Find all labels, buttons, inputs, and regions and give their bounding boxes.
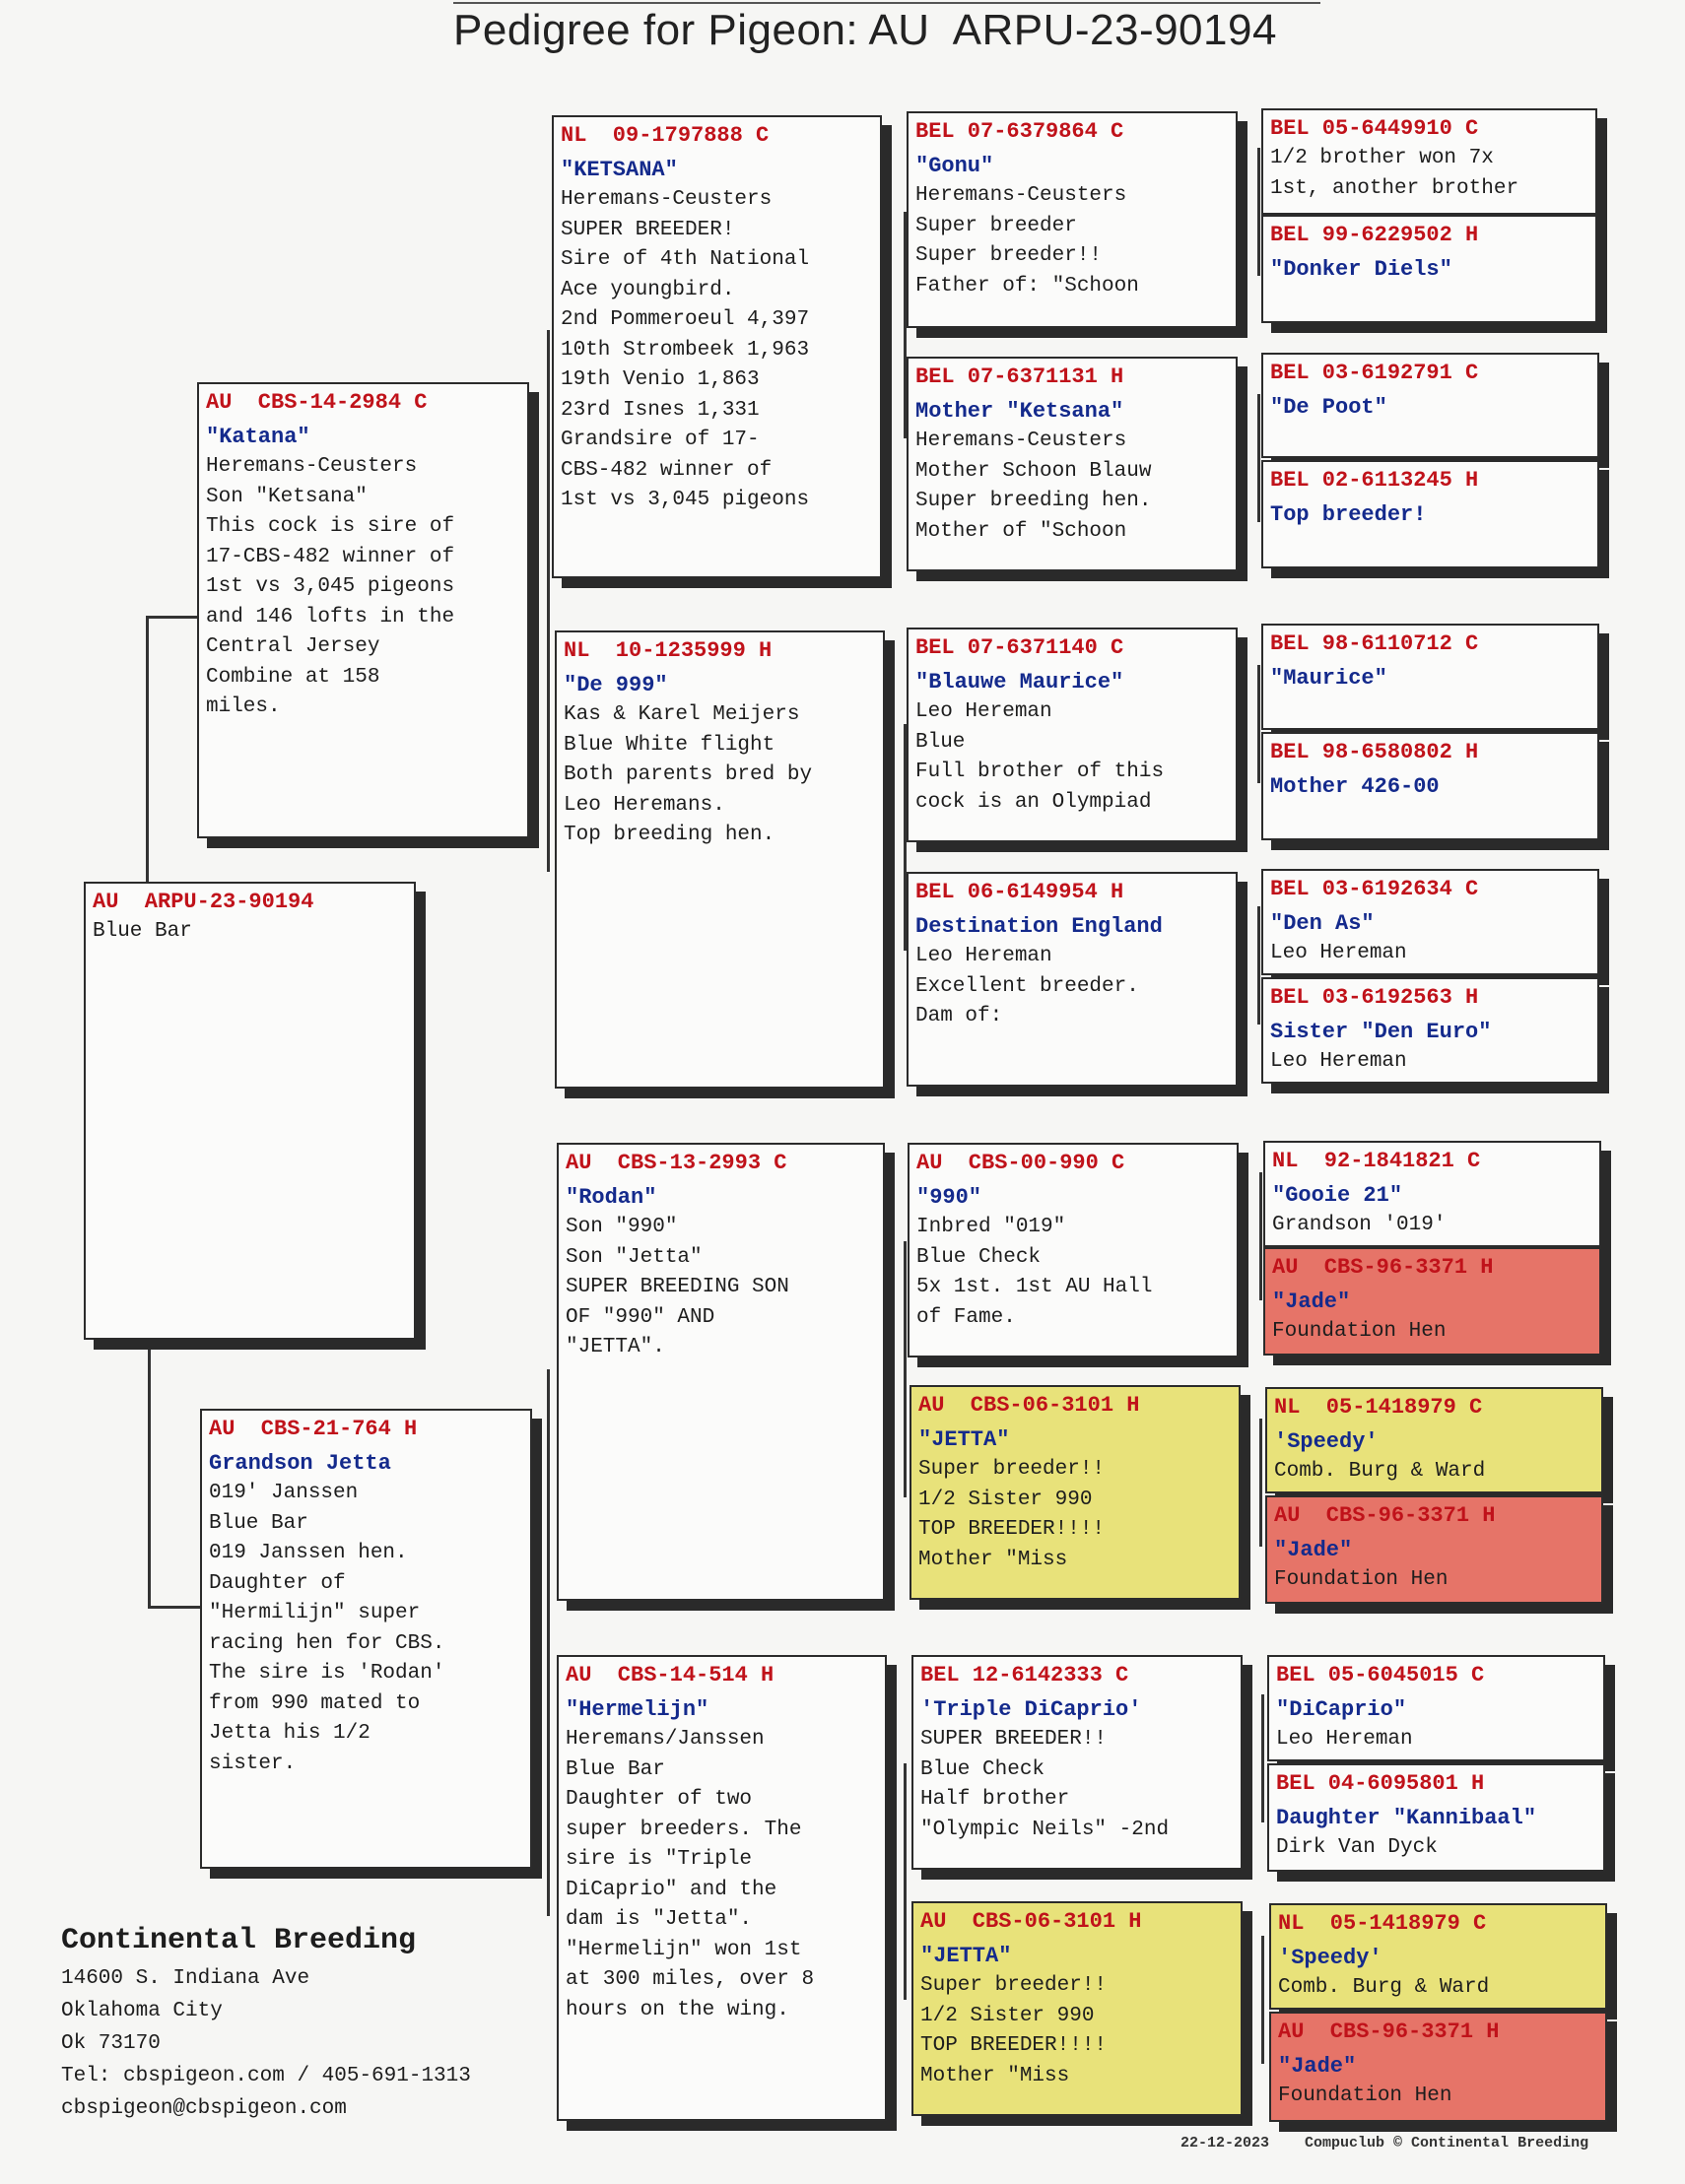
ancestor-card (1261, 624, 1599, 730)
bird-name: Grandson Jetta (209, 1451, 391, 1476)
bird-name: 'Triple DiCaprio' (920, 1697, 1142, 1722)
info-line: hours on the wing. (566, 1998, 789, 2021)
ancestor-card (1261, 108, 1597, 215)
ancestor-card (907, 357, 1238, 571)
bird-name: Sister "Den Euro" (1270, 1020, 1492, 1044)
info-line: Excellent breeder. (915, 974, 1139, 998)
ancestor-card (907, 628, 1238, 842)
address-line: Oklahoma City (61, 2000, 223, 2022)
info-line: Jetta his 1/2 (209, 1722, 371, 1745)
info-line: This cock is sire of (206, 515, 455, 538)
ancestor-card (1261, 977, 1599, 1084)
info-line: Blue Check (916, 1245, 1042, 1269)
info-line: Full brother of this (915, 761, 1165, 783)
info-line: Son "Jetta" (566, 1245, 703, 1269)
bird-name: 'Speedy' (1274, 1429, 1379, 1454)
ring-number: BEL 98-6580802 H (1270, 740, 1479, 764)
bird-name: "JETTA" (920, 1944, 1012, 1968)
ring-number: BEL 12-6142333 C (920, 1663, 1129, 1688)
info-line: Father of: "Schoon (915, 274, 1139, 298)
info-line: 10th Strombeek 1,963 (561, 338, 810, 362)
info-line: 1st, another brother (1270, 176, 1519, 200)
info-line: 019 Janssen hen. (209, 1542, 408, 1564)
info-line: Leo Hereman (1270, 942, 1407, 964)
info-line: Leo Hereman (1270, 1050, 1407, 1073)
info-line: Foundation Hen (1278, 2085, 1452, 2107)
info-line: dam is "Jetta". (566, 1908, 753, 1931)
info-line: Top breeding hen. (564, 824, 775, 846)
bird-name: "Gooie 21" (1272, 1183, 1403, 1208)
info-line: Leo Hereman (915, 700, 1052, 723)
info-line: cock is an Olympiad (915, 790, 1152, 814)
ring-number: BEL 03-6192791 C (1270, 361, 1479, 385)
info-line: Son "990" (566, 1216, 678, 1238)
ring-number: BEL 04-6095801 H (1276, 1771, 1485, 1796)
ring-number: AU ARPU-23-90194 (93, 890, 314, 914)
ring-number: AU CBS-21-764 H (209, 1417, 418, 1441)
info-line: Daughter of two (566, 1788, 753, 1811)
info-line: SUPER BREEDER! (561, 218, 735, 241)
connector-line (904, 1241, 907, 1497)
info-line: Daughter of (209, 1571, 346, 1595)
info-line: SUPER BREEDER!! (920, 1728, 1108, 1751)
info-line: "JETTA". (566, 1336, 665, 1358)
bird-name: "Donker Diels" (1270, 257, 1452, 282)
info-line: Comb. Burg & Ward (1278, 1976, 1490, 1999)
info-line: 17-CBS-482 winner of (206, 545, 455, 568)
info-line: Leo Heremans. (564, 793, 725, 817)
info-line: Combine at 158 (206, 665, 380, 689)
info-line: Blue Bar (566, 1757, 665, 1781)
info-line: Central Jersey (206, 635, 380, 658)
ancestor-card (908, 1143, 1239, 1357)
info-line: Super breeder!! (918, 1458, 1106, 1481)
info-line: SUPER BREEDING SON (566, 1276, 789, 1298)
ring-number: AU CBS-14-2984 C (206, 390, 428, 415)
info-line: of Fame. (916, 1305, 1016, 1329)
ring-number: NL 05-1418979 C (1278, 1911, 1487, 1936)
info-line: Leo Hereman (915, 945, 1052, 967)
ring-number: BEL 07-6371140 C (915, 635, 1124, 660)
contact-line: Tel: cbspigeon.com / 405-691-1313 (61, 2065, 471, 2087)
ring-number: BEL 07-6371131 H (915, 364, 1124, 389)
info-line: from 990 mated to (209, 1691, 421, 1715)
info-line: Mother "Miss (918, 1548, 1068, 1571)
ancestor-card (1263, 1247, 1601, 1356)
bird-name: "De 999" (564, 673, 668, 697)
info-line: Kas & Karel Meijers (564, 703, 800, 726)
connector-line (547, 1369, 550, 1916)
info-line: CBS-482 winner of (561, 458, 773, 482)
connector-line (148, 1332, 151, 1608)
info-line: 1st vs 3,045 pigeons (561, 489, 810, 511)
info-line: 019' Janssen (209, 1482, 359, 1504)
connector-line (904, 1763, 907, 2000)
info-line: Son "Ketsana" (206, 485, 368, 508)
info-line: Foundation Hen (1272, 1320, 1447, 1343)
info-line: miles. (206, 695, 281, 718)
info-line: Dam of: (915, 1005, 1003, 1027)
info-line: Mother "Miss (920, 2064, 1070, 2087)
ancestor-card (1263, 1141, 1601, 1247)
bird-name: Daughter "Kannibaal" (1276, 1806, 1537, 1830)
info-line: racing hen for CBS. (209, 1631, 445, 1655)
ring-number: BEL 07-6379864 C (915, 119, 1124, 144)
connector-line (1259, 1172, 1262, 1300)
info-line: Heremans/Janssen (566, 1728, 765, 1751)
info-line: at 300 miles, over 8 (566, 1968, 815, 1991)
bird-name: "990" (916, 1185, 982, 1210)
info-line: Super breeder!! (920, 1974, 1108, 1997)
info-line: Mother of "Schoon (915, 519, 1127, 543)
ring-number: NL 10-1235999 H (564, 638, 773, 663)
info-line: Leo Hereman (1276, 1728, 1413, 1751)
info-line: Heremans-Ceusters (915, 430, 1127, 452)
bird-name: "Maurice" (1270, 666, 1387, 691)
credit-text: Compuclub © Continental Breeding (1305, 2135, 1589, 2151)
ring-number: AU CBS-06-3101 H (918, 1393, 1140, 1418)
ring-number: AU CBS-96-3371 H (1274, 1503, 1496, 1528)
ring-number: NL 05-1418979 C (1274, 1395, 1483, 1420)
ancestor-card (1261, 869, 1599, 975)
bird-name: Mother "Ketsana" (915, 399, 1124, 424)
ancestor-card (911, 1655, 1243, 1870)
ancestor-card (907, 111, 1238, 328)
bird-name: "De Poot" (1270, 395, 1387, 420)
ancestor-card (1269, 1903, 1607, 2010)
breeder-contact-block (61, 1919, 554, 2125)
ring-number: AU CBS-06-3101 H (920, 1909, 1142, 1934)
info-line: Inbred "019" (916, 1216, 1066, 1238)
ring-number: BEL 06-6149954 H (915, 880, 1124, 904)
info-line: and 146 lofts in the (206, 605, 455, 629)
address-line: 14600 S. Indiana Ave (61, 1967, 310, 1990)
ancestor-card (1261, 732, 1599, 840)
bird-name: Mother 426-00 (1270, 774, 1440, 799)
info-line: Super breeder (915, 214, 1077, 237)
bird-name: Destination England (915, 914, 1163, 939)
bird-name: "Rodan" (566, 1185, 657, 1210)
info-line: "Hermilijn" super (209, 1602, 421, 1624)
bird-name: "Den As" (1270, 911, 1375, 936)
info-line: Super breeder!! (915, 244, 1103, 267)
page-title: Pedigree for Pigeon: AU ARPU-23-90194 (453, 2, 1320, 55)
bird-name: "Katana" (206, 425, 310, 449)
connector-line (1257, 148, 1260, 276)
info-line: Both parents bred by (564, 763, 813, 786)
info-line: TOP BREEDER!!!! (918, 1518, 1106, 1541)
connector-line (1257, 906, 1260, 1025)
ancestor-card (1267, 1763, 1605, 1872)
ancestor-card (911, 1901, 1243, 2116)
ring-number: AU CBS-14-514 H (566, 1663, 775, 1688)
info-line: 5x 1st. 1st AU Hall (916, 1276, 1153, 1298)
ancestor-card (910, 1385, 1241, 1600)
info-line: TOP BREEDER!!!! (920, 2034, 1108, 2057)
info-line: 1/2 Sister 990 (920, 2004, 1095, 2027)
info-line: Heremans-Ceusters (915, 184, 1127, 207)
info-line: Mother Schoon Blauw (915, 459, 1152, 483)
email-line: cbspigeon@cbspigeon.com (61, 2097, 347, 2120)
info-line: Dirk Van Dyck (1276, 1836, 1438, 1859)
info-line: The sire is 'Rodan' (209, 1662, 445, 1685)
info-line: OF "990" AND (566, 1305, 715, 1329)
dam-card (200, 1409, 532, 1869)
ring-number: NL 09-1797888 C (561, 123, 770, 148)
paternal-granddam-card (555, 630, 885, 1089)
connector-line (146, 616, 200, 619)
ancestor-card (1269, 2012, 1607, 2122)
ring-number: AU CBS-00-990 C (916, 1151, 1125, 1175)
info-line: Ace youngbird. (561, 278, 735, 301)
info-line: 1st vs 3,045 pigeons (206, 575, 455, 598)
breeder-name: Continental Breeding (61, 1924, 417, 1957)
ancestor-card (1265, 1495, 1603, 1604)
footer (1180, 2135, 1588, 2151)
connector-line (1257, 394, 1260, 522)
info-line: DiCaprio" and the (566, 1878, 777, 1901)
info-line: Grandsire of 17- (561, 429, 760, 451)
connector-line (1257, 665, 1260, 783)
ring-number: AU CBS-96-3371 H (1278, 2019, 1500, 2044)
sire-card (197, 382, 529, 838)
ancestor-card (1267, 1655, 1605, 1761)
info-line: 2nd Pommeroeul 4,397 (561, 308, 810, 331)
ring-number: NL 92-1841821 C (1272, 1149, 1481, 1173)
bird-name: "Jade" (1274, 1538, 1353, 1562)
maternal-grandsire-card (557, 1143, 885, 1601)
bird-name: "Jade" (1272, 1290, 1351, 1314)
paternal-grandsire-card (552, 115, 882, 578)
ancestor-card (1261, 353, 1599, 458)
bird-name: "Jade" (1278, 2054, 1357, 2079)
ring-number: BEL 02-6113245 H (1270, 468, 1479, 493)
info-line: 1/2 brother won 7x (1270, 147, 1494, 169)
info-line: Blue Bar (93, 920, 192, 943)
ring-number: BEL 05-6449910 C (1270, 116, 1479, 141)
ancestor-card (1261, 460, 1599, 568)
bird-name: Top breeder! (1270, 502, 1427, 527)
connector-line (1261, 1694, 1264, 1822)
bird-name: "DiCaprio" (1276, 1697, 1407, 1722)
ring-number: BEL 03-6192634 C (1270, 877, 1479, 901)
print-date: 22-12-2023 (1180, 2135, 1270, 2151)
bird-name: "JETTA" (918, 1427, 1010, 1452)
info-line: Grandson '019' (1272, 1214, 1447, 1236)
connector-line (146, 616, 149, 884)
info-line: Half brother (920, 1788, 1070, 1811)
ring-number: AU CBS-13-2993 C (566, 1151, 787, 1175)
info-line: Blue (915, 730, 966, 754)
info-line: 23rd Isnes 1,331 (561, 398, 760, 422)
info-line: Super breeding hen. (915, 490, 1152, 512)
subject-pigeon-card (84, 882, 416, 1340)
bird-name: "Gonu" (915, 154, 994, 178)
info-line: Blue White flight (564, 733, 775, 757)
info-line: Blue Bar (209, 1511, 308, 1535)
info-line: 1/2 Sister 990 (918, 1488, 1093, 1511)
connector-line (1261, 1936, 1264, 2064)
info-line: Foundation Hen (1274, 1568, 1449, 1591)
info-line: Blue Check (920, 1757, 1045, 1781)
ring-number: AU CBS-96-3371 H (1272, 1255, 1494, 1280)
info-line: Heremans-Ceusters (561, 188, 773, 211)
ancestor-card (907, 872, 1238, 1087)
info-line: Comb. Burg & Ward (1274, 1460, 1486, 1483)
connector-line (1259, 1419, 1262, 1547)
info-line: sire is "Triple (566, 1848, 753, 1871)
info-line: sister. (209, 1752, 297, 1775)
bird-name: 'Speedy' (1278, 1946, 1382, 1970)
ancestor-card (1261, 215, 1597, 323)
maternal-granddam-card (557, 1655, 887, 2121)
info-line: Sire of 4th National (561, 248, 810, 271)
address-line: Ok 73170 (61, 2032, 161, 2055)
ancestor-card (1265, 1387, 1603, 1493)
info-line: "Olympic Neils" -2nd (920, 1818, 1170, 1841)
ring-number: BEL 98-6110712 C (1270, 631, 1479, 656)
bird-name: "Hermelijn" (566, 1697, 709, 1722)
connector-line (547, 330, 550, 872)
ring-number: BEL 03-6192563 H (1270, 985, 1479, 1010)
info-line: super breeders. The (566, 1818, 802, 1841)
bird-name: "Blauwe Maurice" (915, 670, 1124, 695)
bird-name: "KETSANA" (561, 158, 678, 182)
connector-line (148, 1606, 202, 1609)
info-line: 19th Venio 1,863 (561, 368, 760, 391)
info-line: "Hermelijn" won 1st (566, 1938, 802, 1961)
ring-number: BEL 99-6229502 H (1270, 223, 1479, 247)
ring-number: BEL 05-6045015 C (1276, 1663, 1485, 1688)
info-line: Heremans-Ceusters (206, 455, 418, 478)
